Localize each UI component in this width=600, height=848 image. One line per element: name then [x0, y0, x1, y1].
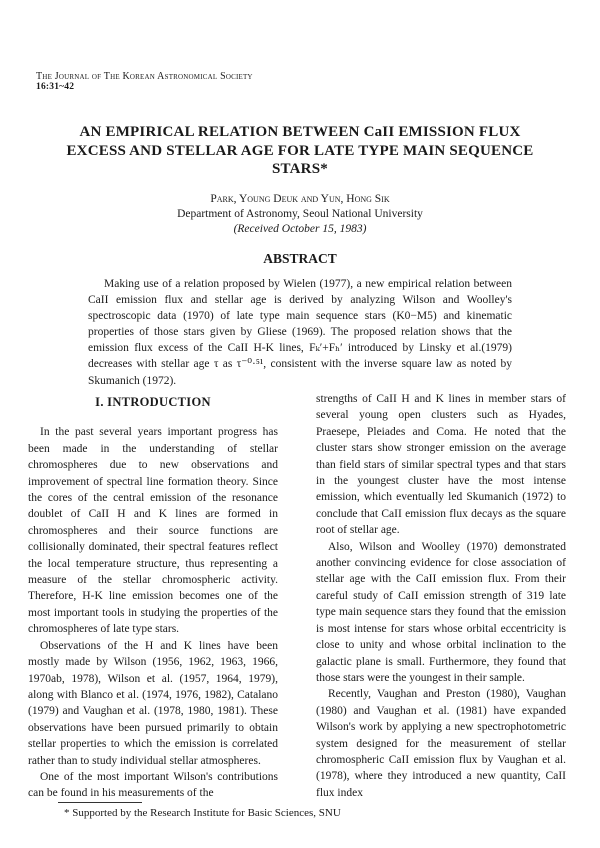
footnote-rule: [58, 802, 142, 803]
author-names: Park, Young Deuk and Yun, Hong Sik: [210, 193, 390, 205]
footnote: * Supported by the Research Institute for Basic Sciences, SNU: [64, 807, 341, 819]
right-column: [316, 391, 566, 801]
paragraph: Recently, Vaughan and Preston (1980), Vaughan (1980) and Vaughan et al. (1981) have expanded Wilson's work by applying a new spectrophotometric system designed for the measurement of stellar chromospheric CaII emission flux by Vaughan et al. (1978), where they introduced a new quantity, CaII flux index: [316, 688, 566, 799]
received-date: (Received October 15, 1983): [233, 223, 367, 235]
paragraph: Also, Wilson and Woolley (1970) demonstrated another convincing evidence for close association of stellar age with the CaII emission flux. From their careful study of CaII emission strength of 319 late type main sequence stars they found that the emission is most intense for stars whose orbital eccentricity is close to unity and whose orbital inclination to the galactic plane is small. Furthermore, they found that those stars were the youngest in their sample.: [316, 540, 566, 684]
journal-header: [36, 71, 253, 93]
paragraph: Observations of the H and K lines have been mostly made by Wilson (1956, 1962, 1963, 1966, 1970ab, 1978), Wilson et al. (1957, 1964, 1979), along with Blanco et al. (1974, 1976, 1982), Catalano (1979) and Vaughan et al. (1978, 1980, 1981). These observations have been pursued primarily to obtain stellar properties to which the emission is correlated rather than to study individual stellar atmospheres.: [28, 639, 278, 767]
abstract-heading: ABSTRACT: [263, 251, 337, 266]
abstract-text: Making use of a relation proposed by Wielen (1977), a new empirical relation between CaII emission flux and stellar age is derived by analyzing Wilson and Woolley's spectroscopic data (1970) of late type main sequence stars (K0−M5) and kinematic properties of those stars given by Gliese (1969). The proposed relation shows that the emission flux excess of the CaII H-K lines, Fₖ′+Fₕ′ introduced by Linsky et al.(1979) decreases with stellar age τ as τ⁻⁰·⁵¹, consistent with the inverse square law as noted by Skumanich (1972).: [88, 278, 512, 387]
left-column: [28, 394, 278, 802]
journal-name: The Journal of The Korean Astronomical Society: [36, 71, 253, 82]
paragraph: In the past several years important progress has been made in the understanding of stellar chromospheres due to new observations and improvement of spectral line formation theory. Since the cores of the central emission of the resonance doublet of CaII H and K lines are formed in chromospheres and their source functions are collisionally dominated, their spectral features reflect the local temperature structure, thus representing a measure of the stellar chromospheric activity. Therefore, H-K line emission becomes one of the most important tools in studying the properties of the chromospheres of late type stars.: [28, 426, 278, 636]
paper-title: AN EMPIRICAL RELATION BETWEEN CaII EMISSION FLUX EXCESS AND STELLAR AGE FOR LATE TYPE MAIN SEQUENCE STARS*: [66, 124, 534, 177]
paragraph: strengths of CaII H and K lines in member stars of several young open clusters such as Hyades, Praesepe, Pleiades and Coma. He noted that the cluster stars show stronger emission on the average than field stars of similar spectral types and that stars in the youngest cluster have the most intense emission, which eventually led Skumanich (1972) to conclude that CaII emission flux decays as the square root of stellar age.: [316, 393, 566, 537]
author-block: [60, 192, 540, 237]
journal-pages: 16:31~42: [36, 82, 75, 92]
section-heading: I. INTRODUCTION: [95, 395, 211, 409]
affiliation: Department of Astronomy, Seoul National University: [177, 208, 423, 220]
paragraph: One of the most important Wilson's contributions can be found in his measurements of the: [28, 770, 278, 800]
